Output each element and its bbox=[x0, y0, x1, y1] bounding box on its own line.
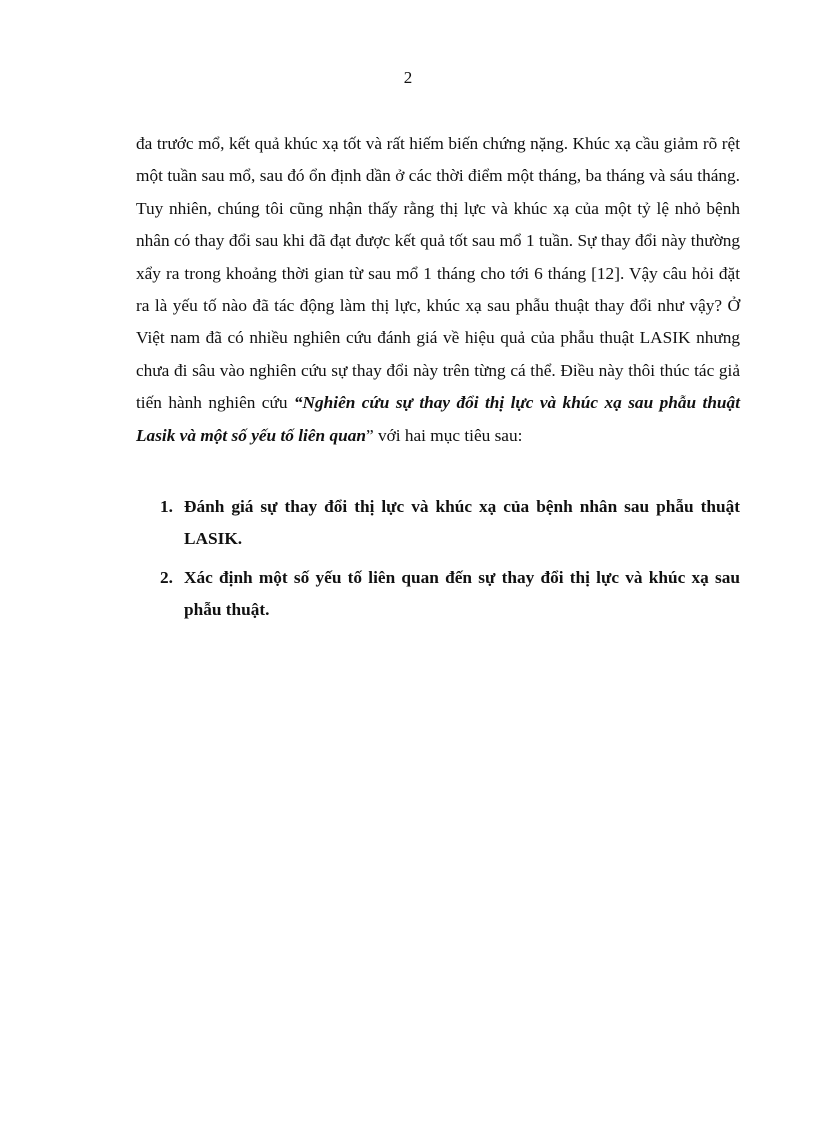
study-title: “Nghiên cứu sự thay đổi thị lực và khúc xạ sau phẫu thuật Lasik và một số yếu tố liên quan bbox=[136, 393, 740, 445]
paragraph-text: đa trước mổ, kết quả khúc xạ tốt và rất hiếm biến chứng nặng. Khúc xạ cầu giảm rõ rệt một tuần sau mổ, sau đó ổn định dần ở các thời điểm một tháng, ba tháng và sáu tháng. Tuy nhiên, chúng tôi cũng nhận thấy rằng thị lực và khúc xạ của một tỷ lệ nhỏ bệnh nhân có thay đổi sau khi đã đạt được kết quả tốt sau mổ 1 tuần. Sự thay đổi này thường xẩy ra trong khoảng thời gian từ sau mổ 1 tháng cho tới 6 tháng [12]. Vậy câu hỏi đặt ra là yếu tố nào đã tác động làm thị lực, khúc xạ sau phẫu thuật thay đổi như vậy? Ở Việt nam đã có nhiều nghiên cứu đánh giá về hiệu quả của phẫu thuật LASIK nhưng chưa đi sâu vào nghiên cứu sự thay đổi này trên từng cá thể. Điều này thôi thúc tác giả tiến hành nghiên cứu bbox=[136, 134, 740, 413]
page-number: 2 bbox=[403, 68, 413, 87]
paragraph-text-end: ” với hai mục tiêu sau: bbox=[365, 425, 523, 445]
objectives-list bbox=[160, 491, 740, 633]
intro-paragraph bbox=[136, 128, 740, 452]
objective-item bbox=[160, 562, 740, 627]
objective-text: Đánh giá sự thay đổi thị lực và khúc xạ của bệnh nhân sau phẫu thuật LASIK. bbox=[184, 497, 740, 549]
objective-number: 1. bbox=[160, 497, 173, 516]
objective-item bbox=[160, 491, 740, 556]
objective-number: 2. bbox=[160, 567, 173, 587]
objective-text: Xác định một số yếu tố liên quan đến sự thay đổi thị lực và khúc xạ sau phẫu thuật. bbox=[184, 567, 740, 620]
